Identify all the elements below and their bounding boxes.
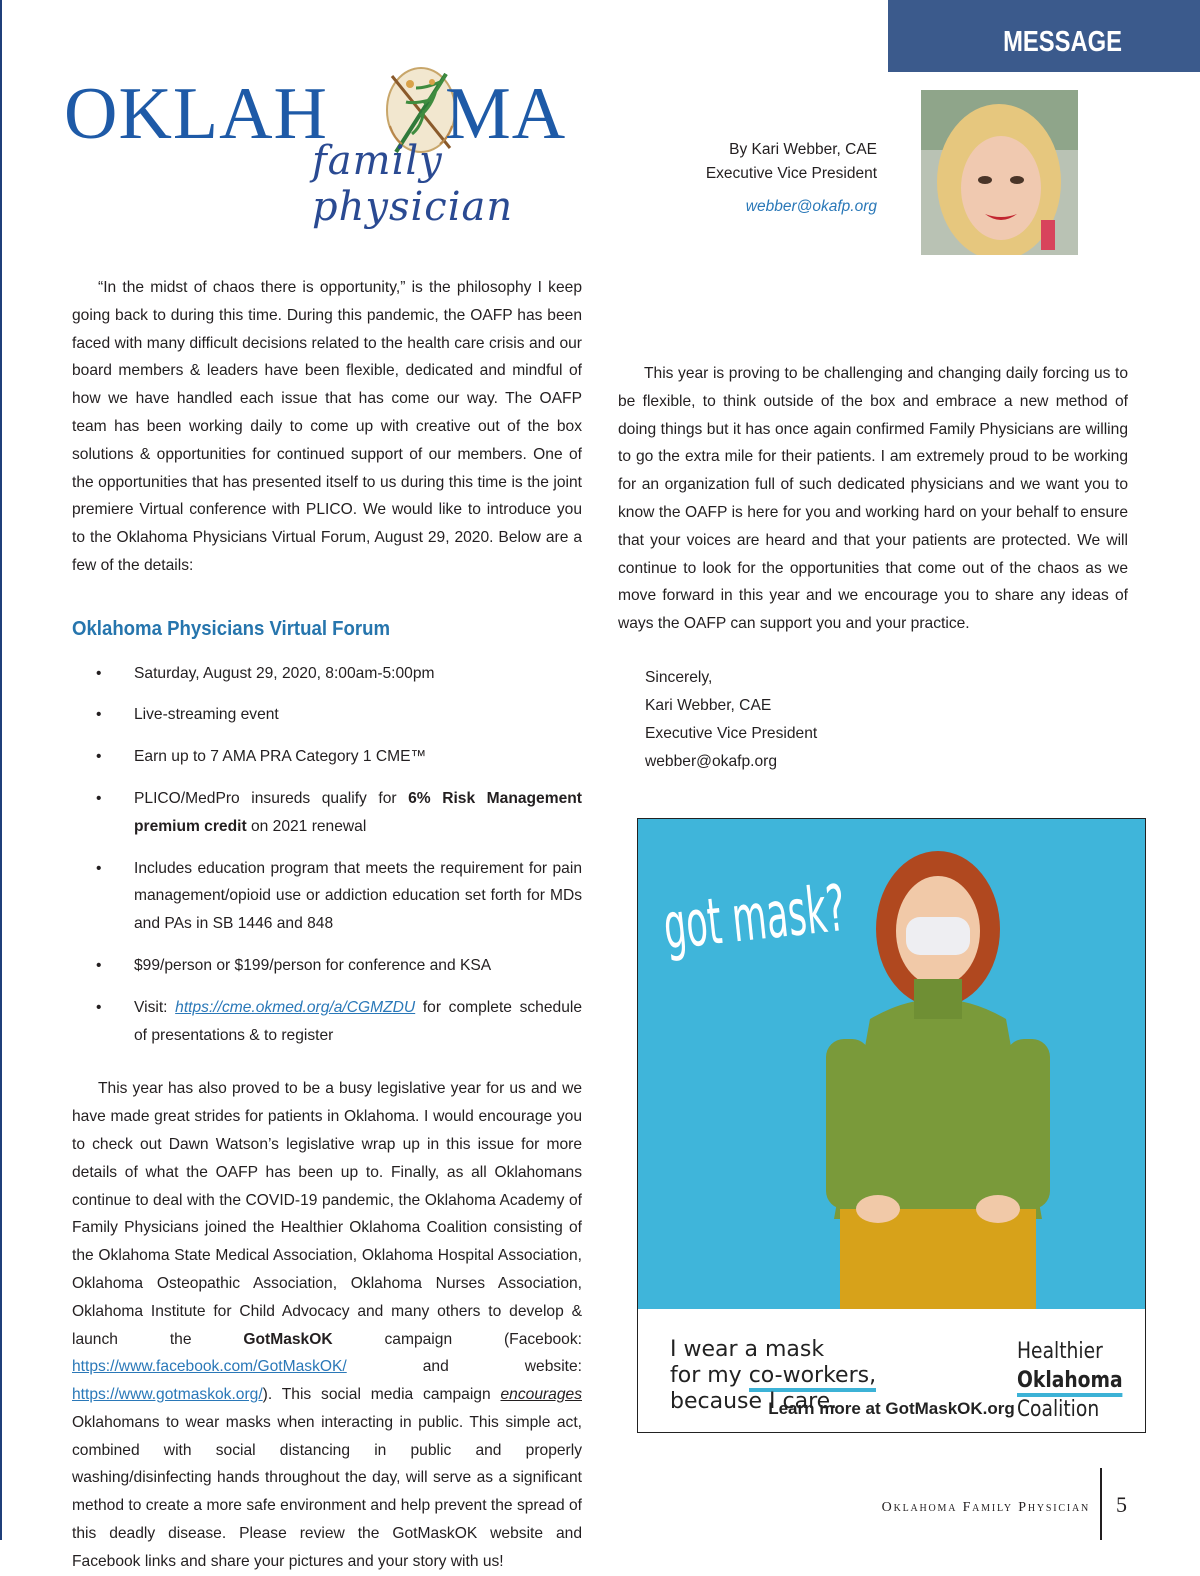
section-tab <box>888 0 1200 72</box>
author-portrait <box>921 90 1078 255</box>
byline-email[interactable]: webber@okafp.org <box>745 198 877 215</box>
credit-text-pre: PLICO/MedPro insureds qualify for <box>134 789 409 807</box>
credit-text-post: on 2021 renewal <box>246 817 367 835</box>
section-title: MESSAGE <box>1003 26 1122 58</box>
website-label: and website: <box>346 1358 582 1376</box>
list-item: • Earn up to 7 AMA PRA Category 1 CME™ <box>72 743 582 771</box>
credit-text-bold: 6% Risk Management premium credit <box>134 789 582 835</box>
footer-publication: Oklahoma Family Physician <box>881 1500 1090 1515</box>
logo-line3: Coalition <box>1017 1397 1100 1422</box>
campaign-text: campaign (Facebook: <box>332 1330 582 1348</box>
logo-line2 <box>1017 1366 1123 1395</box>
ad-call-to-action[interactable]: Learn more at GotMaskOK.org <box>768 1399 1015 1418</box>
cme-registration-link[interactable]: https://cme.okmed.org/a/CGMZDU <box>175 998 416 1016</box>
intro-paragraph: “In the midst of chaos there is opportunity,” is the philosophy I keep going back to during this time. During this pandemic, the OAFP has been faced with many difficult decisions related to the health care crisis and our board members & leaders have been flexible, dedicated and mindful of how we have handled each issue that has come our way. The OAFP team has been working daily to come up with creative out of the box solutions & opportunities for continued support of our members. One of the opportunities that has presented itself to us during this time is the joint premiere Virtual conference with PLICO. We would like to introduce you to the Oklahoma Physicians Virtual Forum, August 29, 2020. Below are a few of the details: <box>72 279 582 574</box>
logo-line2-text: Oklahoma <box>1017 1368 1123 1397</box>
list-item <box>72 994 582 1050</box>
legislative-text: This year has also proved to be a busy legislative year for us and we have made great strides for patients in Oklahoma. I would encourage you to check out Dawn Watson’s legislative wrap up in this issue for more details of what the OAFP has been up to. Finally, as all Oklahomans continue to deal with the COVID-19 pandemic, the Oklahoma Academy of Family Physicians joined the Healthier Oklahoma Coalition consisting of the Oklahoma State Medical Association, Oklahoma Hospital Association, Oklahoma Osteopathic Association, Oklahoma Nurses Association, Oklahoma Institute for Child Advocacy and many others to develop & launch the <box>72 1080 582 1348</box>
campaign-name: GotMaskOK <box>243 1330 333 1348</box>
page-number: 5 <box>1116 1492 1127 1517</box>
facebook-link[interactable]: https://www.facebook.com/GotMaskOK/ <box>72 1358 347 1376</box>
masthead-word-right: MA <box>445 73 567 155</box>
forum-details-list <box>72 660 582 1050</box>
campaign-desc: ). This social media campaign <box>262 1386 501 1404</box>
logo-line1: Healthier <box>1017 1339 1103 1364</box>
list-item: • Includes education program that meets the requirement for pain management/opioid use or addiction education set forth for MDs and PAs in SB 1446 and 848 <box>72 855 582 938</box>
ad-tagline-pre: for my <box>670 1363 749 1388</box>
signature-block <box>645 664 1128 776</box>
list-item <box>72 785 582 841</box>
list-item: • Saturday, August 29, 2020, 8:00am-5:00pm <box>72 660 582 688</box>
signature-role: Executive Vice President <box>645 724 818 742</box>
ad-headline: got mask? <box>660 871 849 965</box>
encourages-emphasis: encourages <box>500 1386 582 1404</box>
signature-email[interactable]: webber@okafp.org <box>645 752 777 770</box>
masthead-script: family physician <box>312 138 514 230</box>
website-link[interactable]: https://www.gotmaskok.org/ <box>72 1386 263 1404</box>
author-byline <box>706 138 877 219</box>
ad-tagline-line1: I wear a mask <box>670 1337 825 1362</box>
masthead-logo <box>60 50 630 230</box>
left-edge-rule <box>0 0 2 1540</box>
signature-name: Kari Webber, CAE <box>645 696 772 714</box>
ad-tagline-underlined: co-workers, <box>749 1363 876 1392</box>
byline-author: By Kari Webber, CAE <box>729 141 877 158</box>
masthead-word-left: OKLAH <box>64 73 328 155</box>
visit-suffix: for complete schedule of presentations & to register <box>134 998 583 1044</box>
byline-role: Executive Vice President <box>705 165 877 182</box>
list-item: • Live-streaming event <box>72 701 582 729</box>
legislative-paragraph <box>72 1075 582 1575</box>
visit-label: Visit: <box>134 998 176 1016</box>
signoff: Sincerely, <box>645 668 713 686</box>
article-right-column <box>618 274 1128 776</box>
footer-divider <box>1100 1468 1102 1540</box>
forum-subhead: Oklahoma Physicians Virtual Forum <box>72 617 391 640</box>
ad-tagline-line2 <box>670 1363 876 1389</box>
closing-paragraph: This year is proving to be challenging and changing daily forcing us to be flexible, to think outside of the box and embrace a new method of doing things but it has once again confirmed Family Physicians are willing to go the extra mile for their patients. I am extremely proud to be working for an organization full of such dedicated physicians and we want you to know the OAFP is here for you and working hard on your behalf to ensure that your voices are heard and that your patients are protected. We will continue to look for the opportunities that come out of the chaos as we move forward in this year and we encourage you to share any ideas of ways the OAFP can support you and your practice. <box>618 365 1128 633</box>
ad-tagline-line3: because I care. <box>670 1389 838 1414</box>
article-left-column <box>72 274 582 1576</box>
campaign-desc-end: Oklahomans to wear masks when interacting in public. This simple act, combined with social distancing in public and properly washing/disinfecting hands throughout the day, will serve as a significant method to create a more safe environment and help prevent the spread of this deadly disease. Please review the GotMaskOK website and Facebook links and share your pictures and your story with us! <box>72 1413 582 1570</box>
list-item: • $99/person or $199/person for conference and KSA <box>72 952 582 980</box>
gotmask-advertisement[interactable] <box>637 818 1146 1433</box>
ad-photo <box>638 819 1145 1309</box>
